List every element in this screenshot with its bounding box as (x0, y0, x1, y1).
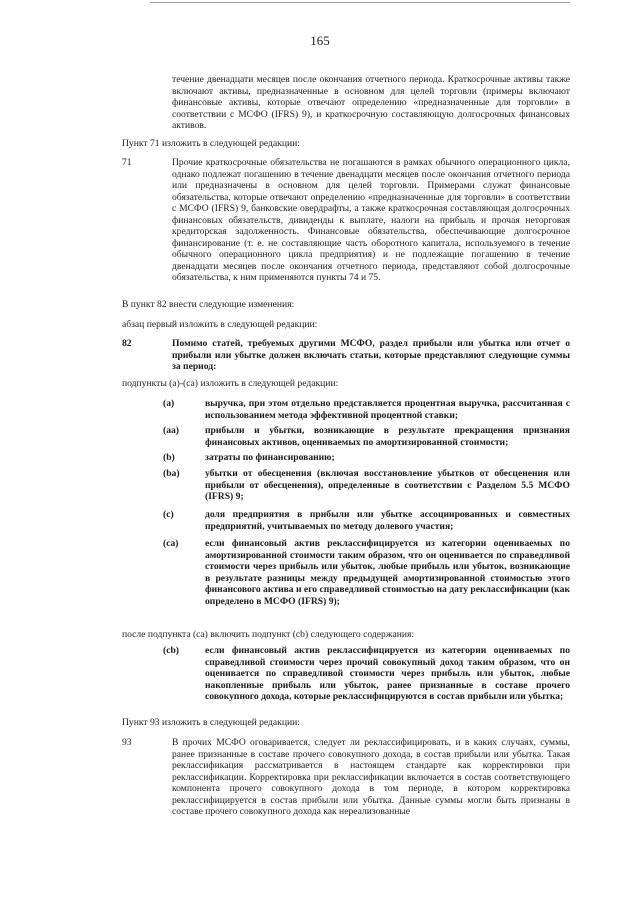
paragraph-93-text: В прочих МСФО оговаривается, следует ли реклассифицировать, и в каких случаях, суммы, ранее признанные в составе прочего совокупного дохода, в состав прибыли или убытка. Такая реклассификация рассматривается в настоящем стандарте как корректировки при реклассификации. Корректировка при реклассификации включается в состав соответствующего компонента прочего совокупного дохода в том периоде, в котором корректировка реклассифицируется в состав прибыли или убытка. Данные суммы могли быть признаны в составе прочего совокупного дохода как нереализованные (172, 737, 570, 817)
subparagraph-text-ca: если финансовый актив реклассифицируется из категории оцениваемых по амортизированной стоимости таким образом, что он оценивается по справедливой стоимости через прибыль или убыток, любые прибыль или убыток, возникающие в результате разницы между предыдущей амортизированной стоимостью этого финансового актива и его справедливой стоимостью на дату реклассификации (как определено в МСФО (IFRS) 9); (205, 538, 570, 607)
subparagraph-label-ba: (ba) (163, 468, 180, 479)
instruction-paragraph-82-first: абзац первый изложить в следующей редакции: (122, 319, 318, 330)
page-number: 165 (310, 33, 330, 48)
subparagraph-text-a: выручка, при этом отдельно представляется процентная выручка, рассчитанная с использованием метода эффективной процентной ставки; (205, 398, 570, 421)
subparagraph-text-cb: если финансовый актив реклассифицируется из категории оцениваемых по справедливой стоимости через прочий совокупный доход таким образом, что он оценивается по справедливой стоимости через прибыль или убыток, любые накопленные прибыль или убыток, ранее признанные в составе прочего совокупного дохода, которые реклассифицируются в состав прибыли или убытка; (205, 645, 570, 702)
continuation-paragraph: течение двенадцати месяцев после окончания отчетного периода. Краткосрочные активы также включают активы, предназначенные в основном для целей торговли (примеры включают финансовые активы, которые отвечают определению «предназначенные для торговли» в соответствии с МСФО (IFRS) 9), и краткосрочную составляющую долгосрочных финансовых активов. (172, 74, 570, 131)
subparagraph-label-b: (b) (163, 452, 175, 463)
instruction-paragraph-71: Пункт 71 изложить в следующей редакции: (122, 138, 300, 149)
subparagraph-text-ba: убытки от обесценения (включая восстановление убытков от обесценения или прибыли от обесценения), определенные в соответствии с Разделом 5.5 МСФО (IFRS) 9; (205, 468, 570, 502)
instruction-subparagraphs: подпункты (a)-(ca) изложить в следующей редакции: (122, 378, 339, 389)
instruction-paragraph-82: В пункт 82 внести следующие изменения: (122, 299, 295, 310)
subparagraph-text-b: затраты по финансированию; (205, 452, 335, 463)
paragraph-number-71: 71 (122, 157, 132, 168)
subparagraph-label-a: (a) (163, 398, 175, 409)
subparagraph-label-aa: (aa) (163, 425, 179, 436)
subparagraph-label-cb: (cb) (163, 645, 179, 656)
subparagraph-label-c: (c) (163, 509, 174, 520)
paragraph-number-93: 93 (122, 737, 132, 748)
paragraph-71-text: Прочие краткосрочные обязательства не погашаются в рамках обычного операционного цикла, однако подлежат погашению в течение двенадцати месяцев после окончания отчетного периода или предназначены в основном для целей торговли. Примерами служат финансовые обязательства, которые отвечают определению «предназначенные для торговли» в соответствии с МСФО (IFRS) 9, банковские овердрафты, а также краткосрочная составляющая долгосрочных финансовых обязательств, дивиденды к выплате, налоги на прибыль и прочая неторговая кредиторская задолженность. Финансовые обязательства, обеспечивающие долгосрочное финансирование (т. е. не составляющие часть оборотного капитала, используемого в течение обычного операционного цикла предприятия) и не подлежащие погашению в течение двенадцати месяцев после окончания отчетного периода, представляют собой долгосрочные обязательства, к ним применяются пункты 74 и 75. (172, 157, 570, 283)
instruction-subparagraph-cb: после подпункта (ca) включить подпункт (cb) следующего содержания: (122, 629, 415, 640)
top-border-line (150, 2, 570, 3)
subparagraph-text-aa: прибыли и убытки, возникающие в результате прекращения признания финансовых активов, оцениваемых по амортизированной стоимости; (205, 425, 570, 448)
instruction-paragraph-93: Пункт 93 изложить в следующей редакции: (122, 717, 300, 728)
subparagraph-label-ca: (ca) (163, 538, 179, 549)
subparagraph-text-c: доля предприятия в прибыли или убытке ассоциированных и совместных предприятий, учитываемых по методу долевого участия; (205, 509, 570, 532)
paragraph-82-text: Помимо статей, требуемых другими МСФО, раздел прибыли или убытка или отчет о прибыли или убытке должен включать статьи, которые представляют следующие суммы за период: (172, 338, 570, 372)
paragraph-number-82: 82 (122, 338, 132, 349)
